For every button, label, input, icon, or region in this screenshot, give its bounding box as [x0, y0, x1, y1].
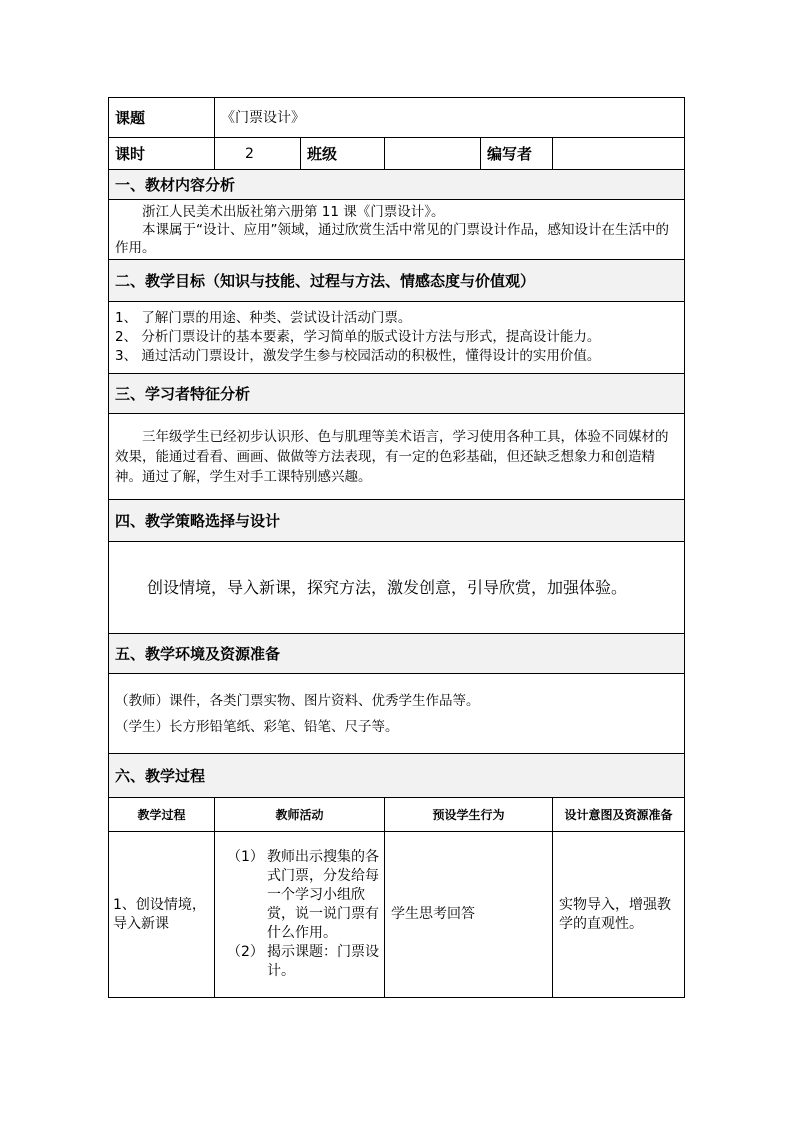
process-col-student: 预设学生行为	[385, 798, 553, 832]
lesson-plan-sheet	[108, 97, 684, 998]
teacher-step	[219, 848, 380, 943]
section-1-body	[109, 200, 685, 260]
hours-row	[109, 138, 685, 170]
objective-item: 3、 通过活动门票设计，激发学生参与校园活动的积极性，懂得设计的实用价值。	[115, 348, 601, 364]
topic-label: 课题	[109, 98, 215, 138]
process-design-intent: 实物导入，增强教学的直观性。	[553, 832, 685, 998]
teacher-step	[219, 943, 380, 981]
section-4-paragraph: 创设情境，导入新课，探究方法，激发创意，引导欣赏，加强体验。	[147, 577, 628, 597]
section-1-paragraph-2: 本课属于“设计、应用”领域，通过欣赏生活中常见的门票设计作品，感知设计在生活中的作用。	[115, 221, 669, 256]
section-2-heading-row	[109, 260, 685, 302]
topic-value: 《门票设计》	[215, 98, 685, 138]
hours-label: 课时	[109, 138, 215, 170]
objective-item: 2、 分析门票设计的基本要素，学习简单的版式设计方法与形式，提高设计能力。	[115, 329, 601, 345]
section-3-heading-row	[109, 374, 685, 414]
process-col-intent: 设计意图及资源准备	[553, 798, 685, 832]
section-2-title: 二、教学目标（知识与技能、过程与方法、情感态度与价值观）	[109, 260, 685, 302]
section-6-title: 六、教学过程	[109, 754, 685, 798]
section-3-body-row	[109, 414, 685, 500]
section-4-body	[109, 542, 685, 634]
resource-item: （教师）课件，各类门票实物、图片资料、优秀学生作品等。	[115, 692, 480, 709]
class-value	[385, 138, 481, 170]
hours-value: 2	[215, 138, 301, 170]
topic-row	[109, 98, 685, 138]
teacher-step-number: （1）	[227, 849, 264, 865]
class-label: 班级	[301, 138, 385, 170]
section-4-heading-row	[109, 500, 685, 542]
lesson-plan-table	[108, 97, 685, 998]
section-2-body	[109, 302, 685, 374]
section-4-title: 四、教学策略选择与设计	[109, 500, 685, 542]
process-stage: 1、创设情境，导入新课	[109, 832, 215, 998]
process-header-row	[109, 798, 685, 832]
section-1-title: 一、教材内容分析	[109, 170, 685, 200]
section-1-heading-row	[109, 170, 685, 200]
author-label: 编写者	[481, 138, 553, 170]
resource-item: （学生）长方形铅笔纸、彩笔、铅笔、尺子等。	[115, 718, 399, 735]
section-3-body	[109, 414, 685, 500]
process-col-teacher: 教师活动	[215, 798, 385, 832]
section-1-body-row	[109, 200, 685, 260]
section-1-paragraph-1: 浙江人民美术出版社第六册第 11 课《门票设计》。	[142, 203, 445, 220]
section-2-body-row	[109, 302, 685, 374]
section-5-heading-row	[109, 634, 685, 674]
section-5-title: 五、教学环境及资源准备	[109, 634, 685, 674]
process-row	[109, 832, 685, 998]
section-6-heading-row	[109, 754, 685, 798]
author-value	[553, 138, 685, 170]
section-5-body-row	[109, 674, 685, 754]
section-3-title: 三、学习者特征分析	[109, 374, 685, 414]
teacher-step-text: 教师出示搜集的各式门票，分发给每一个学习小组欣赏，说一说门票有什么作用。	[267, 849, 379, 941]
teacher-step-text: 揭示课题：门票设计。	[267, 944, 379, 979]
objective-item: 1、 了解门票的用途、种类、尝试设计活动门票。	[115, 310, 412, 326]
section-4-body-row	[109, 542, 685, 634]
section-3-paragraph: 三年级学生已经初步认识形、色与肌理等美术语言，学习使用各种工具，体验不同媒材的效果，能通过看看、画画、做做等方法表现，有一定的色彩基础，但还缺乏想象力和创造精神。通过了解，学生对手工课特别感兴趣。	[115, 428, 669, 485]
process-student-behavior: 学生思考回答	[385, 832, 553, 998]
section-5-body	[109, 674, 685, 754]
process-col-stage: 教学过程	[109, 798, 215, 832]
process-teacher-activity	[215, 832, 385, 998]
teacher-step-number: （2）	[227, 944, 264, 960]
